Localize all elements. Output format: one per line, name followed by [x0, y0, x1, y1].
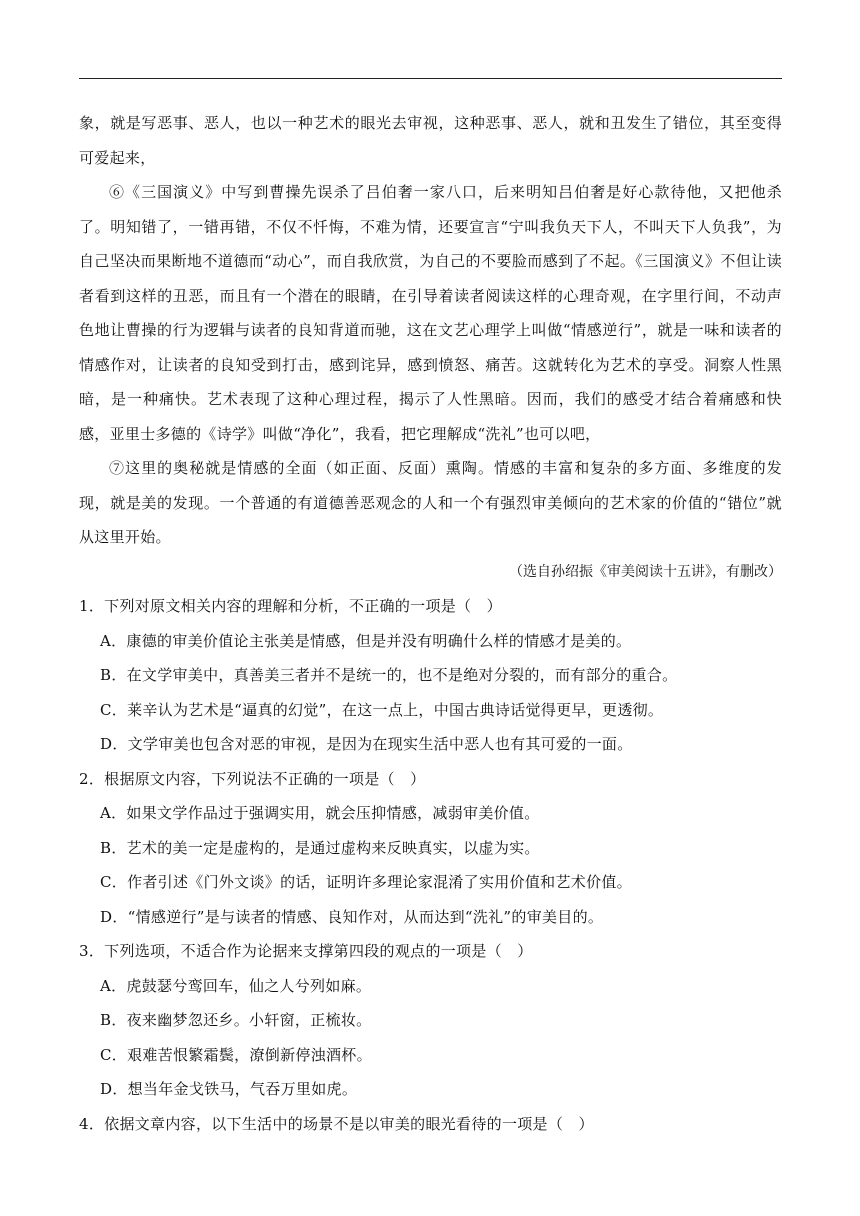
option-a: A．虎鼓瑟兮鸾回车，仙之人兮列如麻。 — [100, 976, 372, 995]
option-a: A．康德的审美价值论主张美是情感，但是并没有明确什么样的情感才是美的。 — [100, 631, 632, 650]
option-d: D．“情感逆行”是与读者的情感、良知作对，从而达到“洗礼”的审美目的。 — [100, 907, 604, 926]
option-a: A．如果文学作品过于强调实用，就会压抑情感，减弱审美价值。 — [100, 804, 540, 822]
question-stem: 4．依据文章内容，以下生活中的场景不是以审美的眼光看待的一项是（ ） — [79, 1114, 594, 1133]
question-stem: 1．下列对原文相关内容的理解和分析，不正确的一项是（ ） — [79, 597, 502, 615]
passage-source: （选自孙绍振《审美阅读十五讲》，有删改） — [509, 563, 782, 580]
option-b: B．艺术的美一定是虚构的，是通过虚构来反映真实，以虚为实。 — [100, 838, 540, 857]
question-4 — [79, 1107, 782, 1142]
passage-paragraph-continued: 象，就是写恶事、恶人，也以一种艺术的眼光去审视，这种恶事、恶人，就和丑发生了错位，其至变得可爱起来， — [79, 114, 782, 167]
option-d: D．想当年金戈铁马，气吞万里如虎。 — [100, 1080, 358, 1098]
header-rule — [79, 78, 782, 79]
question-stem: 2．根据原文内容，下列说法不正确的一项是（ ） — [79, 769, 426, 788]
passage-paragraph-7: ⑦这里的奥秘就是情感的全面（如正面、反面）熏陶。情感的丰富和复杂的多方面、多维度的发现，就是美的发现。一个普通的有道德善恶观念的人和一个有强烈审美倾向的艺术家的价值的“错位”就从这里开始。 — [79, 459, 782, 546]
document-content — [79, 106, 782, 1141]
option-c: C．艰难苦恨繁霜鬓，潦倒新停浊酒杯。 — [100, 1045, 372, 1064]
option-c: C．作者引述《门外文谈》的话，证明许多理论家混淆了实用价值和艺术价值。 — [100, 873, 632, 891]
question-2 — [79, 762, 782, 935]
question-1 — [79, 589, 782, 762]
question-3 — [79, 934, 782, 1107]
question-stem: 3．下列选项，不适合作为论据来支撑第四段的观点的一项是（ ） — [79, 942, 533, 960]
option-c: C．莱辛认为艺术是“逼真的幻觉”，在这一点上，中国古典诗话觉得更早，更透彻。 — [100, 700, 664, 719]
passage-paragraph-6: ⑥《三国演义》中写到曹操先误杀了吕伯奢一家八口，后来明知吕伯奢是好心款待他，又把他杀了。明知错了，一错再错，不仅不忏悔，不难为情，还要宣言“宁叫我负天下人，不叫天下人负我”，为自己坚决而果断地不道德而“动心”，而自我欣赏，为自己的不要脸而感到了不起。《三国演义》不但让读者看到这样的丑恶，而且有一个潜在的眼睛，在引导着读者阅读这样的心理奇观，在字里行间，不动声色地让曹操的行为逻辑与读者的良知背道而驰，这在文艺心理学上叫做“情感逆行”，就是一味和读者的情感作对，让读者的良知受到打击，感到诧异，感到愤怒、痛苦。这就转化为艺术的享受。洞察人性黑暗，是一种痛快。艺术表现了这种心理过程，揭示了人性黑暗。因而，我们的感受才结合着痛感和快感，亚里士多德的《诗学》叫做“净化”，我看，把它理解成“洗礼”也可以吧， — [79, 183, 782, 443]
option-d: D．文学审美也包含对恶的审视，是因为在现实生活中恶人也有其可爱的一面。 — [100, 735, 633, 753]
option-b: B．夜来幽梦忽还乡。小轩窗，正梳妆。 — [100, 1011, 372, 1029]
option-b: B．在文学审美中，真善美三者并不是统一的，也不是绝对分裂的，而有部分的重合。 — [100, 666, 678, 684]
